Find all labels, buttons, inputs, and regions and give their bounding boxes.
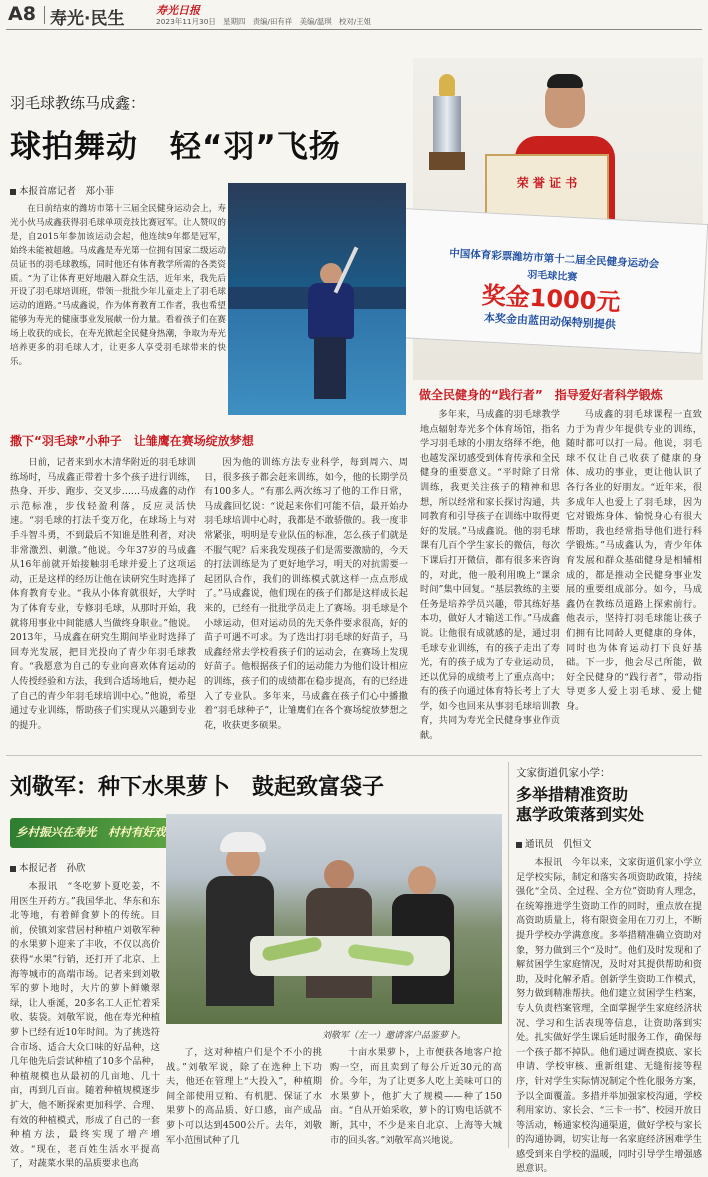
story1-headline: 球拍舞动 轻“羽”飞扬 [10, 129, 341, 165]
masthead-divider [44, 6, 45, 24]
prize-board-sponsor: 本奖金由蓝田动保特别提供 [483, 311, 617, 332]
story1-col3 [420, 408, 560, 748]
column-divider [508, 762, 509, 1148]
story3-kicker: 文家街道仉家小学： [516, 767, 611, 779]
date-line: 2023年11月30日 星期四 责编/田有祥 美编/温琪 校对/王姐 [156, 17, 372, 26]
story1-col2-text: 因为他的训练方法专业科学，每到周六、周日，很多孩子都会赶来训练，如今，他的长期学员有100多人。“有那么两次练习了他的工作日常，马成鑫回忆说：“说起来你们可能不信，最开始办羽毛球培训中心时，我都是不敢骄傲的。我一度非常紧张，明明是专业队伍的标准，怎么孩子们就是不服气呢？后来我发现孩子们是需要激励的，今天的打法训练是为了更好地学习，明天的对抗需要一起团队合作，我们的训练模式就这样一点点形成了。”马成鑫说，他们现在的孩子们都是这样成长起来的，已经有一批批学员走上了赛场。羽毛球是个小球运动，但对运动员的先天条件要求很高，好的苗子可遇不可求。为了选出打羽毛球的好苗子，马成鑫经常去学校看孩子们的运动会，在赛场上发现好苗子。他根据孩子们的运动能力为他们设计相应的训练，孩子们的成绩都在稳步提高，有的已经进入了专业队。多年来，马成鑫在孩子们心中播撒着“羽毛球种子”，让雏鹰们在各个赛场绽放梦想之花，收获更多硕果。 [204, 457, 408, 731]
radish-photo [166, 814, 502, 1024]
story2-col2-text: 了，这对种植户们是个不小的挑战。”刘敬军说，除了在选种上下功夫，他还在管理上“大投入”，种植期间全部使用豆粕、有机肥、保证了水果萝卜的高品质、好口感，亩产成品萝卜可以达到4500公斤。去年，刘敬军小范围试种了几 [166, 1047, 322, 1146]
radish-photo-caption: 刘敬军（左一）邀请客户品鉴萝卜。 [322, 1031, 467, 1041]
badminton-photo [228, 183, 406, 415]
story1-byline [10, 183, 114, 197]
story2-col1-text: 本报讯 “冬吃萝卜夏吃姜，不用医生开药方。”我国华北、华东和东北等地，有着鲜食萝卜的传统。目前，侯镇刘家营居村种植户刘敬军种的水果萝卜迎来了丰收，不仅以高价获得“水果”行销，还打开了北京、上海等城市的高端市场。记者来到刘敬军的萝卜地时，大片的萝卜鲜嫩翠绿，让人垂涎，20多名工人正忙着采收、装袋。刘敬军说，他在寿光种植萝卜已经有近10年时间。为了挑选符合市场、适合大众口味的好品种，这几年他先后尝试种植了10多个品种，种植规模也从最初的几亩地、几十亩，再到几百亩。随着种植规模逐步扩大，他不断探索更加科学、合理、有效的种植模式，形成了自己的一套种植方法，最终实现了增产增效。“现在，老百姓生活水平提高了，对蔬菜水果的品质要求也高 [10, 881, 160, 1170]
story3-body-text: 本报讯 今年以来，文家街道仉家小学立足学校实际，制定和落实各项资助政策，持续强化“全员、全过程、全方位”资助育人理念，在统筹推进学生资助工作的同时，重点放在提高资助质量上，将有限资金用在刀刃上，不断提升学校办学满意度。多举措精准确立资助对象，努力做到三个“及时”。他们及时发现和了解贫困学生家庭情况，及时对其提供帮助和资助，及时化解矛盾。创新学生资助工作模式，努力做到精准帮扶。他们建立贫困学生档案，专人负责档案管理，全面掌握学生家庭经济状况、学习和生活表现等信息，让资助落到实处。扎实做好学生课后延时服务工作，确保每一个孩子都不掉队。他们通过调查摸底、家长申请、学校审核、重新组建、无缝衔接等程序，针对学生实际情况制定个性化服务方案，予以全面覆盖。多措并举加强家校沟通，学校利用家访、家长会、“三卡一书”、校园开放日等活动，畅通家校沟通渠道，做好学校与家长的沟通协调，切实让每一名家庭经济困难学生感受到来自学校的温暖，同时引导学生增强感恩意识。 [516, 857, 702, 1175]
story3-byline-text: 通讯员 仉恒文 [525, 839, 592, 850]
byline-bullet-icon [10, 189, 16, 195]
story2-headline: 刘敬军：种下水果萝卜 鼓起致富袋子 [10, 775, 385, 800]
byline-bullet-icon [516, 842, 522, 848]
story1-col2 [204, 456, 408, 748]
story1-col4-text: 马成鑫的羽毛球课程一直致力于为青少年提供专业的训练，随时都可以打一局。他说，羽毛球不仅让自己收获了健康的身体、成功的事业，更让他认识了各行各业的好朋友。“近年来，很多成年人也爱上了羽毛球，因为它对锻炼身体、愉悦身心有很大帮助，我也经常指导他们进行科学锻炼。”马成鑫认为，青少年体育发展和群众基础健身是相辅相成的，都是推动全民健身事业发展的重要组成部分。如今，马成鑫仍在教练员道路上探索前行。他表示，坚持打羽毛球能让孩子们拥有比同龄人更健康的身体，同时也为体育运动打下良好基础。下一步，他会尽己所能，做好全民健身的“践行者”，带动指导更多人爱上羽毛球、爱上健身。 [566, 409, 702, 712]
story1-lead-text: 在日前结束的潍坊市第十三届全民健身运动会上，寿光小伙马成鑫获得羽毛球单项竞技比赛冠军。让人赞叹的是，自2015年参加该运动会起，他连续9年都是冠军，始终未能被超越。马成鑫是寿光第一位拥有国家二级运动员证书的羽毛球教练，同时他还有体育教学所需的各类资质。“为了让体育更好地融入群众生活，近年来，我先后开设了羽毛球培训班，带领一批批少年儿童走上了羽毛球运动的道路。”马成鑫说，作为体育教育工作者，我也希望能够为寿光的健康事业发展献一份力量。看着孩子们在赛场上收获的成长，在寿光掀起全民健身热潮，争取为寿光培养更多的羽毛球人才，让更多人享受羽毛球带来的快乐。 [10, 204, 226, 367]
story2-byline-text: 本报记者 孙欣 [19, 863, 86, 874]
trophy-image [427, 74, 467, 174]
award-certificate: 荣 誉 证 书 [485, 154, 609, 228]
coach-trophy-photo [413, 58, 703, 380]
story1-col1-text: 日前，记者来到水木清华附近的羽毛球训练场时，马成鑫正带着十多个孩子进行训练，热身、开步、跑步、交叉步……马成鑫的动作示范标准，步伐轻盈利落，反应灵活快速。“羽毛球的打法千变万化，在球场上与对手斗智斗勇，不到最后不知谁是胜利者，对决非常激烈、刺激。”他说。今年37岁的马成鑫从16年前就开始接触羽毛球并爱上了这项运动，正是这样的经历让他在读研究生时选择了体育教育专业。“我从小体育就很好，大学时为了体育专业，专修羽毛球，从那时开始，我就将用事业中间能感人当做终身职业。”他说。2013年，马成鑫在研究生期间毕业时选择了回寿光发展，把目光投向了青少年羽毛球教育。“我愿意为自己的专业向喜欢体育运动的人传授经验和方法，我到合适场地后，便办起了自己的青少年羽毛球培训中心。”他说，希望通过专业训练，帮助孩子们实现从兴趣到专业的提升。 [10, 457, 196, 731]
story2-banner-text: 乡村振兴在寿光 村村有好戏 [16, 825, 166, 839]
story3-headline-1: 多举措精准资助 [516, 785, 629, 804]
story2-byline [10, 860, 86, 874]
story3-headline-2: 惠学政策落到实处 [516, 805, 645, 824]
prize-board-event: 羽毛球比赛 [526, 269, 578, 284]
masthead-rule [6, 29, 702, 30]
paper-logo: 寿光日报 [156, 4, 200, 17]
story3-body [516, 856, 702, 1175]
prize-board [398, 208, 708, 354]
story1-col4 [566, 408, 702, 748]
story1-byline-text: 本报首席记者 郑小菲 [19, 186, 115, 197]
story1-col3-text: 多年来，马成鑫的羽毛球教学地点辐射寿光多个体育场馆，指名学习羽毛球的小朋友络绎不绝，他也越发深切感受到体育传承和全民健身的重要意义。“平时除了日常训练，我更关注孩子的精神和思想，所以经常和家长探讨沟通，共同教育和引导孩子在训练中取得更好的发展。”马成鑫说。他的羽毛球课有几百个学生家长的微信，每次下课后打开微信，都有很多来咨询的，对此，他一般利用晚上“课余时间”集中回复。“基层教练的主要任务是培养学员兴趣，带其练好基本功，做好人才输送工作。”马成鑫说。让他很有成就感的是，通过羽毛球专业训练，有的孩子走出了寿光，有的孩子成为了专业运动员，还以优异的成绩考上了重点高中；有的孩子向通过体育特长考上了大学，如今也回来从事羽毛球培训教育，共同为寿光全民健身事业作贡献。 [420, 409, 560, 742]
story1-lead [10, 203, 226, 399]
story2-col2 [166, 1046, 322, 1148]
section-divider [6, 755, 702, 756]
story1-subhead-left: 撒下“羽毛球”小种子 让雏鹰在赛场绽放梦想 [10, 434, 254, 448]
story1-subhead-right: 做全民健身的“践行者” 指导爱好者科学锻炼 [419, 388, 663, 402]
story2-col1 [10, 880, 160, 1170]
byline-bullet-icon [10, 866, 16, 872]
section-title: 寿光·民生 [50, 9, 125, 29]
prize-board-org: 中国体育彩票潍坊市第十二届全民健身运动会 [448, 247, 660, 271]
page-number: A8 [8, 3, 36, 25]
story1-col1 [10, 456, 196, 748]
prize-board-amount: 奖金1000元 [481, 281, 622, 317]
story2-col3 [330, 1046, 502, 1148]
story3-byline [516, 836, 592, 850]
story2-col3-text: 十亩水果萝卜，上市便获各地客户抢购一空，而且卖到了每公斤近30元的高价。今年，为了让更多人吃上美味可口的水果萝卜，他扩大了规模——种了150亩。“自从开始采收，萝卜的订购电话就不断，其中，不少是来自北京、上海等大城市的回头客。”刘敬军高兴地说。 [330, 1047, 502, 1146]
story1-kicker: 羽毛球教练马成鑫： [10, 94, 146, 112]
story2-banner [10, 818, 190, 848]
